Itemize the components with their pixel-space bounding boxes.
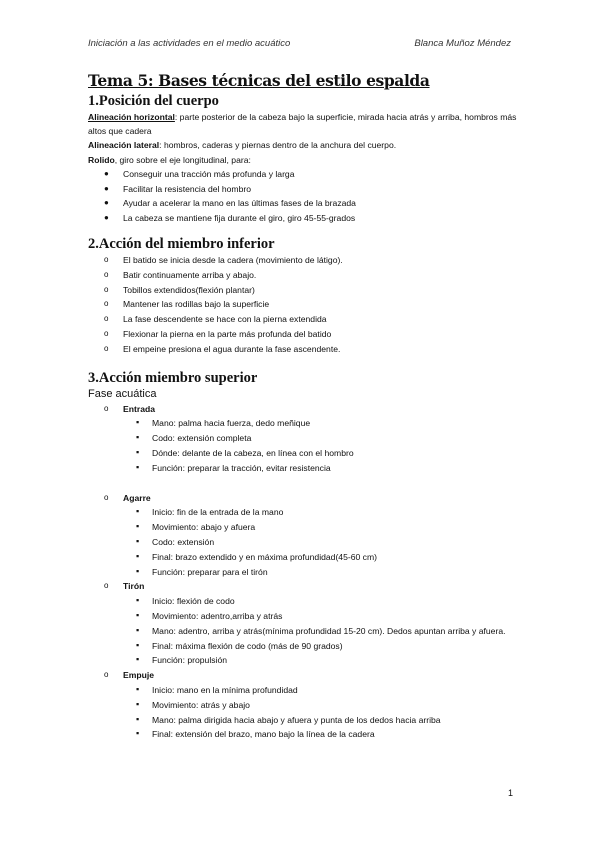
square-bullet-icon: ▪ — [136, 698, 140, 709]
list-item: ▪ Movimiento: adentro,arriba y atrás — [136, 609, 283, 621]
paragraph-alineacion-lateral — [88, 138, 520, 152]
square-bullet-icon: ▪ — [136, 609, 140, 620]
term-label: Alineación lateral — [88, 140, 160, 151]
list-item: ● Facilitar la resistencia del hombro — [88, 182, 520, 197]
square-bullet-icon: ▪ — [136, 624, 140, 635]
paragraph-alineacion-horizontal — [88, 110, 520, 138]
header-author: Blanca Muñoz Méndez — [414, 38, 511, 49]
list-item: ▪ Final: máxima flexión de codo (más de 90 grados) — [136, 639, 343, 651]
term-label: Rolido — [88, 154, 115, 165]
square-bullet-icon: ▪ — [136, 713, 140, 724]
list-item: ● La cabeza se mantiene fija durante el giro, giro 45-55-grados — [88, 211, 520, 226]
square-bullet-icon: ▪ — [136, 728, 140, 739]
list-item: o Mantener las rodillas bajo la superficie — [88, 297, 520, 312]
circle-bullet-icon: o — [104, 255, 109, 264]
list-item: ▪ Dónde: delante de la cabeza, en línea con el hombro — [136, 446, 354, 458]
list-item: ▪ Mano: palma hacia fuerza, dedo meñique — [136, 417, 311, 429]
circle-bullet-icon: o — [104, 299, 109, 309]
term-text: : parte posterior de la cabeza bajo la superficie, mirada hacia atrás y arriba, hombros más altos que cadera — [88, 112, 517, 137]
miembro-inferior-list — [88, 253, 520, 357]
paragraph-rolido — [88, 153, 520, 167]
list-item: ▪ Inicio: mano en la mínima profundidad — [136, 683, 298, 695]
document-title: Tema 5: Bases técnicas del estilo espalda — [88, 71, 430, 90]
tiron-details — [88, 594, 520, 668]
square-bullet-icon: ▪ — [136, 535, 140, 546]
square-bullet-icon: ▪ — [136, 639, 140, 650]
bullet-icon: ● — [104, 168, 109, 178]
square-bullet-icon: ▪ — [136, 432, 140, 443]
page-number: 1 — [508, 788, 514, 798]
list-item: o Flexionar la pierna en la parte más profunda del batido — [88, 327, 520, 342]
list-item: ▪ Función: propulsión — [136, 654, 228, 666]
square-bullet-icon: ▪ — [136, 565, 140, 576]
bullet-icon: ● — [104, 198, 109, 208]
square-bullet-icon: ▪ — [136, 521, 140, 532]
list-item: ● Ayudar a acelerar la mano en las últimas fases de la brazada — [88, 196, 520, 211]
square-bullet-icon: ▪ — [136, 417, 140, 428]
empuje-details — [88, 683, 520, 742]
list-item: ▪ Movimiento: abajo y afuera — [136, 521, 256, 533]
list-item: ▪ Inicio: flexión de codo — [136, 595, 235, 607]
rolido-list — [88, 167, 520, 226]
list-item: o La fase descendente se hace con la pierna extendida — [88, 312, 520, 327]
list-item: o Batir continuamente arriba y abajo. — [88, 268, 520, 283]
agarre-details — [88, 505, 520, 579]
fases-list — [88, 402, 520, 743]
square-bullet-icon: ▪ — [136, 683, 140, 694]
section-heading-miembro-superior: 3.Acción miembro superior — [88, 369, 258, 386]
circle-bullet-icon: o — [104, 314, 109, 324]
circle-bullet-icon: o — [104, 670, 109, 680]
list-item: ▪ Codo: extensión completa — [136, 432, 252, 444]
section-heading-posicion: 1.Posición del cuerpo — [88, 93, 219, 109]
term-label: Alineación horizontal — [88, 112, 175, 122]
circle-bullet-icon: o — [104, 492, 109, 502]
circle-bullet-icon: o — [104, 269, 109, 279]
subheading-fase-acuatica: Fase acuática — [88, 387, 157, 400]
square-bullet-icon: ▪ — [136, 595, 140, 606]
list-item: ▪ Movimiento: atrás y abajo — [136, 698, 250, 710]
list-item: ▪ Final: brazo extendido y en máxima profundidad(45-60 cm) — [136, 550, 377, 562]
list-item: ● Conseguir una tracción más profunda y larga — [88, 167, 520, 182]
square-bullet-icon: ▪ — [136, 654, 140, 665]
list-item: o Tobillos extendidos(flexión plantar) — [88, 283, 520, 298]
entrada-details — [88, 416, 520, 475]
term-text: : hombros, caderas y piernas dentro de la anchura del cuerpo. — [159, 140, 397, 151]
term-text: , giro sobre el eje longitudinal, para: — [114, 154, 251, 165]
header-course: Iniciación a las actividades en el medio acuático — [88, 38, 291, 49]
list-item: ▪ Mano: adentro, arriba y atrás(mínima profundidad 15-20 cm). Dedos apuntan arriba y afuera. — [136, 624, 506, 636]
bullet-icon: ● — [104, 183, 109, 193]
circle-bullet-icon: o — [104, 581, 109, 591]
list-item: ▪ Mano: palma dirigida hacia abajo y afuera y punta de los dedos hacia arriba — [136, 713, 441, 725]
list-item: ▪ Final: extensión del brazo, mano bajo la línea de la cadera — [136, 728, 375, 740]
list-item: ▪ Codo: extensión — [136, 535, 215, 547]
document-body — [88, 72, 520, 742]
circle-bullet-icon: o — [104, 328, 109, 338]
square-bullet-icon: ▪ — [136, 461, 140, 472]
list-item: ▪ Función: preparar para el tirón — [136, 565, 268, 577]
square-bullet-icon: ▪ — [136, 506, 140, 517]
phase-entrada: o Entrada ▪ Mano: palma hacia fuerza, dedo meñique ▪ Codo: extensión completa ▪ Dónde: delante de la cabeza, en línea con el hombro ▪ Función: preparar la tracción, evitar resistencia — [88, 402, 520, 491]
square-bullet-icon: ▪ — [136, 446, 140, 457]
circle-bullet-icon: o — [104, 284, 109, 294]
list-item: ▪ Inicio: fin de la entrada de la mano — [136, 506, 284, 518]
circle-bullet-icon: o — [104, 343, 109, 353]
list-item: o El batido se inicia desde la cadera (movimiento de látigo). — [88, 253, 520, 268]
square-bullet-icon: ▪ — [136, 550, 140, 561]
list-item: o El empeine presiona el agua durante la fase ascendente. — [88, 342, 520, 357]
phase-empuje: o Empuje ▪ Inicio: mano en la mínima profundidad ▪ Movimiento: atrás y abajo ▪ Mano: palma dirigida hacia abajo y afuera y punta de los dedos hacia arriba ▪ Final: extensión del brazo, mano bajo la línea de la cadera — [88, 668, 520, 742]
circle-bullet-icon: o — [104, 403, 109, 413]
section-heading-miembro-inferior: 2.Acción del miembro inferior — [88, 236, 275, 252]
phase-agarre: o Agarre ▪ Inicio: fin de la entrada de la mano ▪ Movimiento: abajo y afuera ▪ Codo: extensión ▪ Final: brazo extendido y en máxima profundidad(45-60 cm) ▪ Función: preparar para el tirón — [88, 491, 520, 580]
list-item: ▪ Función: preparar la tracción, evitar resistencia — [136, 461, 331, 473]
phase-tiron: o Tirón ▪ Inicio: flexión de codo ▪ Movimiento: adentro,arriba y atrás ▪ Mano: adentro, arriba y atrás(mínima profundidad 15-20 cm). Dedos apuntan arriba y afuera. ▪ Final: máxima flexión de codo (más de 90 grados) ▪ Función: propulsión — [88, 579, 520, 668]
bullet-icon: ● — [104, 213, 109, 223]
